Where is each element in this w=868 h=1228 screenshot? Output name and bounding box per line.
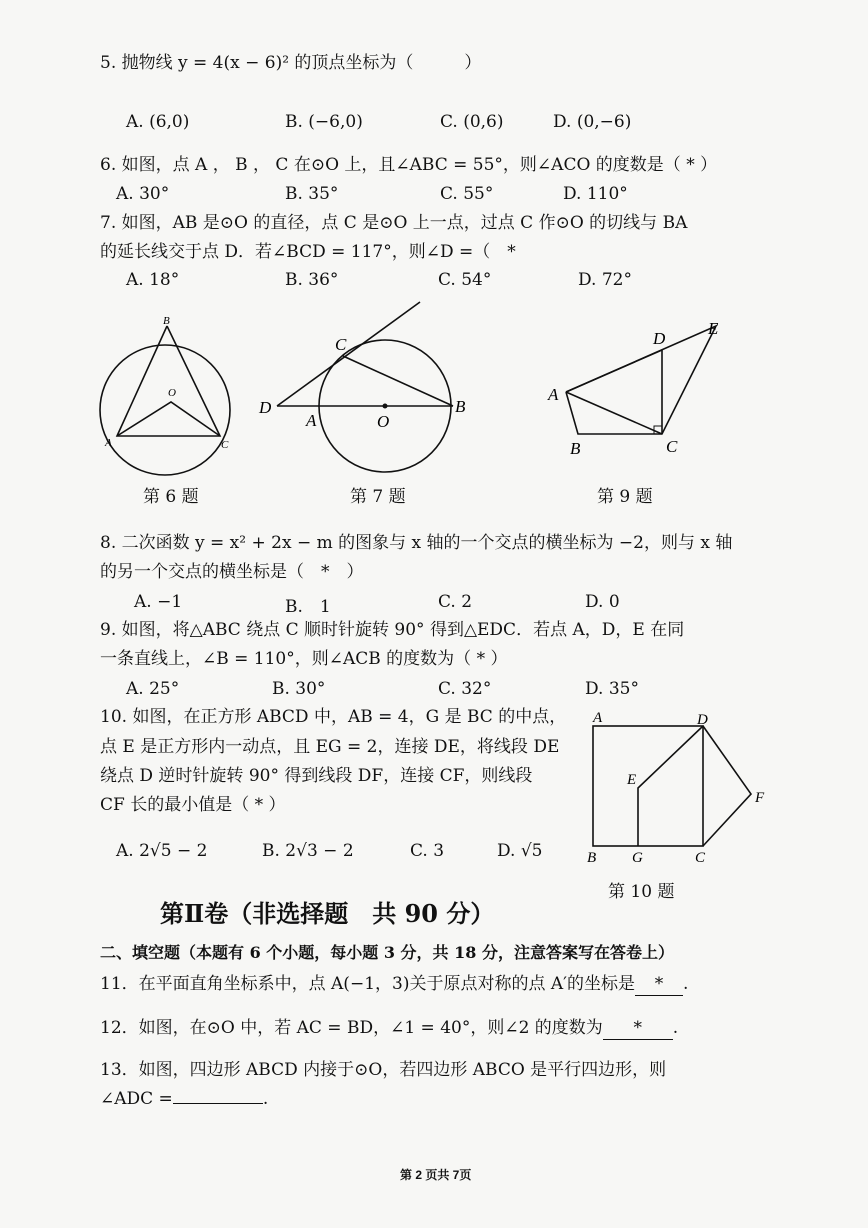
fig6-caption: 第 6 题 xyxy=(143,487,199,507)
q5-option-a: A. (6,0) xyxy=(126,112,190,132)
fig10-label-g: G xyxy=(632,850,643,866)
fig10-label-d: D xyxy=(697,712,708,728)
q10-line4: CF 长的最小值是（ * ） xyxy=(100,795,286,815)
q9-option-a: A. 25° xyxy=(126,679,180,699)
q12-stem: 12．如图，在⊙O 中，若 AC = BD，∠1 = 40°，则∠2 的度数为 xyxy=(100,1018,603,1038)
page-footer: 第 2 页共 7页 xyxy=(400,1168,472,1182)
q8-option-d: D. 0 xyxy=(585,592,620,612)
q9-line1: 9. 如图，将△ABC 绕点 C 顺时针旋转 90° 得到△EDC．若点 A，D，E 在同 xyxy=(100,620,685,640)
q10-line2: 点 E 是正方形内一动点，且 EG = 2，连接 DE，将线段 DE xyxy=(100,737,560,757)
q5-stem: 5. 抛物线 y = 4(x − 6)² 的顶点坐标为（ ） xyxy=(100,53,482,73)
section2-title: 第Ⅱ卷（非选择题 共 90 分） xyxy=(160,899,495,928)
q13-stem: ∠ADC = xyxy=(100,1089,173,1109)
q8-line2: 的另一个交点的横坐标是（ * ） xyxy=(100,562,364,582)
fig10-label-c: C xyxy=(695,850,706,866)
q13-answer-blank[interactable] xyxy=(173,1103,263,1104)
q8-option-a: A. −1 xyxy=(134,592,183,612)
fig9-label-b: B xyxy=(570,439,581,458)
fig10-label-e: E xyxy=(627,772,637,788)
q7-option-c: C. 54° xyxy=(438,270,492,290)
fig9-label-e: E xyxy=(708,319,719,338)
q12-text: 12．如图，在⊙O 中，若 AC = BD，∠1 = 40°，则∠2 的度数为 * . xyxy=(100,1018,679,1038)
q6-option-d: D. 110° xyxy=(563,184,628,204)
fig7-label-b: B xyxy=(455,397,466,416)
q9-option-b: B. 30° xyxy=(272,679,326,699)
q7-option-a: A. 18° xyxy=(126,270,180,290)
q9-line2: 一条直线上，∠B = 110°，则∠ACB 的度数为（ * ） xyxy=(100,649,508,669)
q6-stem: 6. 如图，点 A ， B ， C 在⊙O 上，且∠ABC = 55°，则∠ACO 的度数是（ * ） xyxy=(100,155,718,175)
fig10-label-b: B xyxy=(587,850,597,866)
q5-option-b: B. (−6,0) xyxy=(285,112,363,132)
q6-option-a: A. 30° xyxy=(116,184,170,204)
q10-option-d: D. √5 xyxy=(497,841,543,861)
fig9-label-d: D xyxy=(653,329,666,348)
figure-9 xyxy=(540,316,730,466)
q12-answer-blank[interactable]: * xyxy=(603,1017,673,1040)
fig6-label-c: C xyxy=(221,439,229,451)
q9-option-d: D. 35° xyxy=(585,679,639,699)
q10-option-c: C. 3 xyxy=(410,841,445,861)
fig9-caption: 第 9 题 xyxy=(597,487,653,507)
q13-line1: 13．如图，四边形 ABCD 内接于⊙O，若四边形 ABCO 是平行四边形，则 xyxy=(100,1060,667,1080)
q8-line1: 8. 二次函数 y = x² + 2x − m 的图象与 x 轴的一个交点的横坐标为 −2，则与 x 轴 xyxy=(100,533,733,553)
section2-part-heading: 二、填空题（本题有 6 个小题，每小题 3 分，共 18 分，注意答案写在答卷上） xyxy=(100,943,674,962)
figure-10 xyxy=(585,706,785,866)
q7-option-b: B. 36° xyxy=(285,270,339,290)
q10-line1: 10. 如图，在正方形 ABCD 中，AB = 4，G 是 BC 的中点， xyxy=(100,707,567,727)
q7-line2: 的延长线交于点 D．若∠BCD = 117°，则∠D =（ * xyxy=(100,242,516,262)
figure-6 xyxy=(95,310,245,490)
q11-text: 11．在平面直角坐标系中，点 A(−1，3)关于原点对称的点 A′的坐标是 * . xyxy=(100,974,689,994)
fig7-label-c: C xyxy=(335,335,347,354)
q10-line3: 绕点 D 逆时针旋转 90° 得到线段 DF，连接 CF，则线段 xyxy=(100,766,533,786)
fig7-label-a: A xyxy=(306,411,317,430)
q10-option-a: A. 2√5 − 2 xyxy=(116,841,208,861)
fig9-label-a: A xyxy=(548,385,559,404)
q6-option-b: B. 35° xyxy=(285,184,339,204)
fig10-label-a: A xyxy=(593,710,603,726)
fig7-label-o: O xyxy=(377,412,390,431)
q11-stem: 11．在平面直角坐标系中，点 A(−1，3)关于原点对称的点 A′的坐标是 xyxy=(100,974,635,994)
fig6-label-b: B xyxy=(163,315,170,327)
q8-option-c: C. 2 xyxy=(438,592,473,612)
fig6-label-a: A xyxy=(105,437,112,449)
q5-option-d: D. (0,−6) xyxy=(553,112,632,132)
q10-option-b: B. 2√3 − 2 xyxy=(262,841,354,861)
q5-option-c: C. (0,6) xyxy=(440,112,504,132)
q13-line2: ∠ADC = . xyxy=(100,1089,269,1109)
fig7-caption: 第 7 题 xyxy=(350,487,406,507)
fig10-caption: 第 10 题 xyxy=(608,882,675,902)
fig9-label-c: C xyxy=(666,437,678,456)
fig7-label-d: D xyxy=(259,398,272,417)
q11-answer-blank[interactable]: * xyxy=(635,973,683,996)
fig10-label-f: F xyxy=(755,790,765,806)
q8-option-b: B. 1 xyxy=(285,597,331,617)
q6-option-c: C. 55° xyxy=(440,184,494,204)
figure-7 xyxy=(255,296,485,476)
q7-option-d: D. 72° xyxy=(578,270,632,290)
fig6-label-o: O xyxy=(168,387,176,399)
q7-line1: 7. 如图，AB 是⊙O 的直径，点 C 是⊙O 上一点，过点 C 作⊙O 的切线与 BA xyxy=(100,213,688,233)
q9-option-c: C. 32° xyxy=(438,679,492,699)
